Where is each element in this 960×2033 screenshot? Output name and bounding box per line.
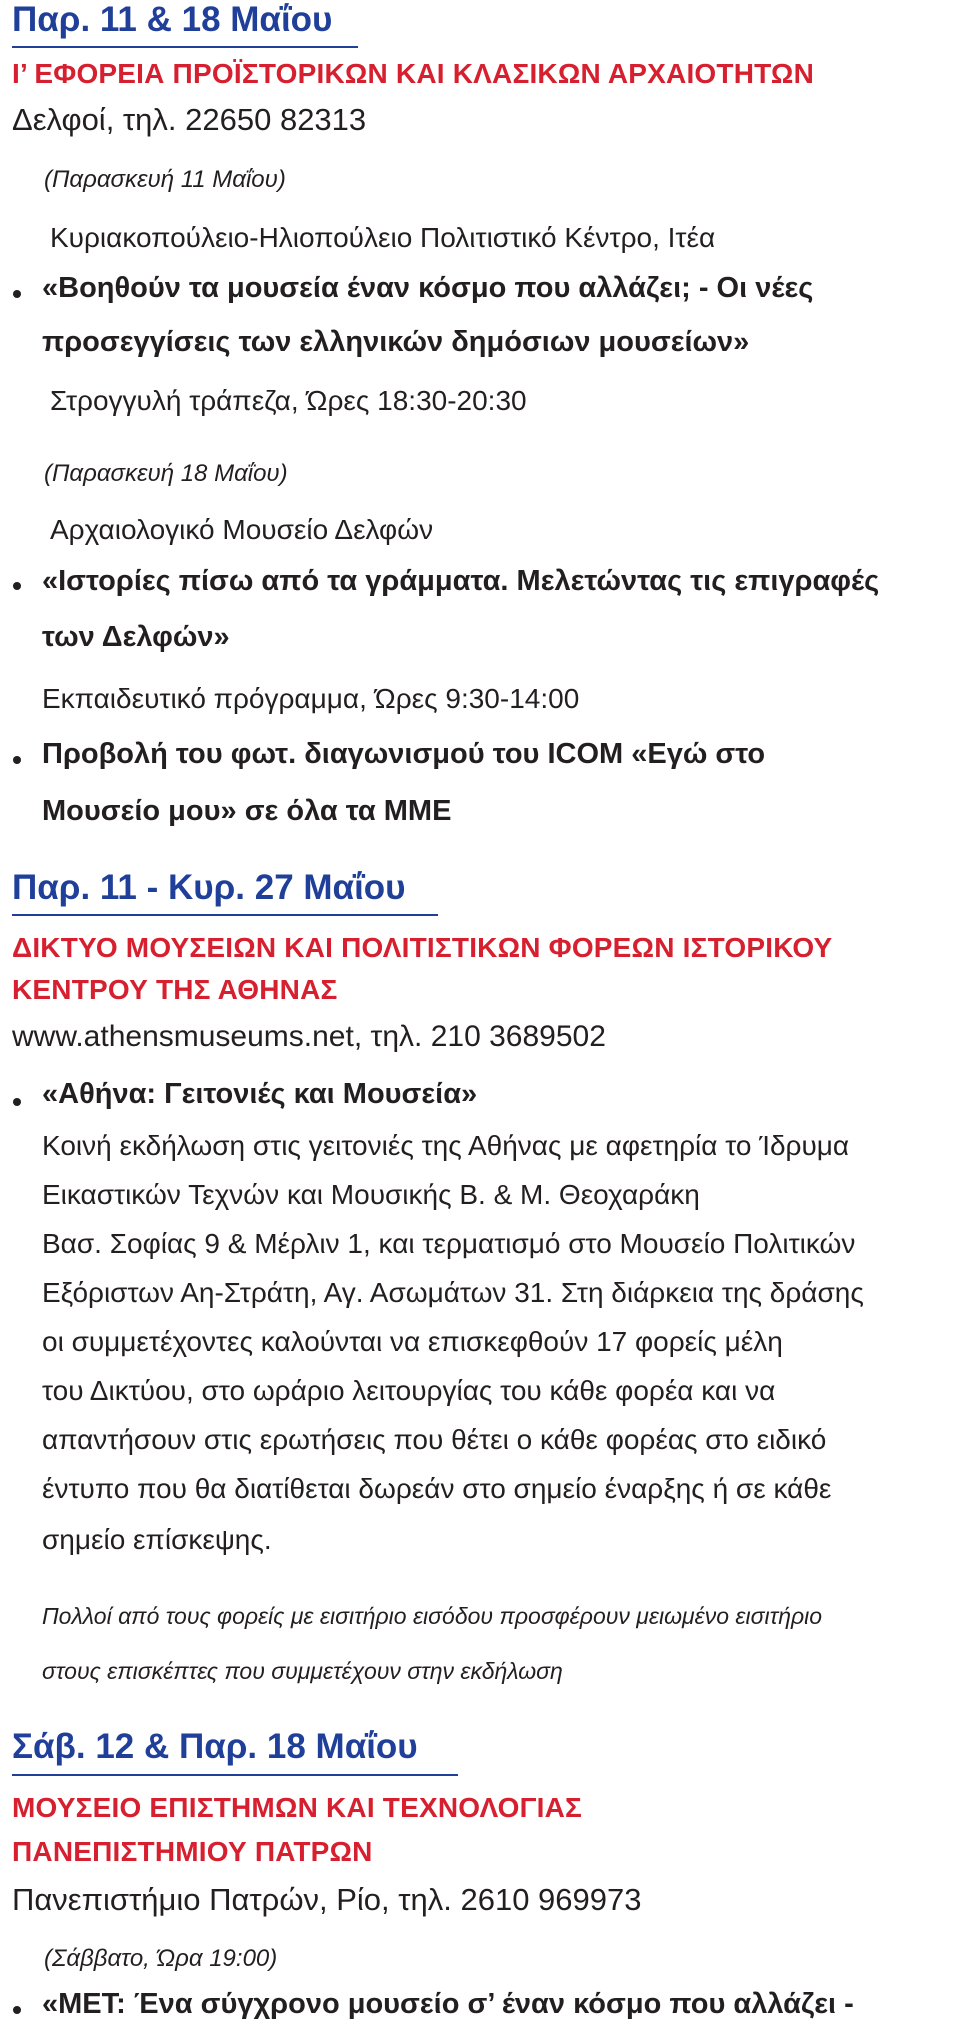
section2-body-line: Εικαστικών Τεχνών και Μουσικής Β. & Μ. Θεοχαράκη: [42, 1179, 700, 1210]
section2-organization-line1: ΔΙΚΤΥΟ ΜΟΥΣΕΙΩΝ ΚΑΙ ΠΟΛΙΤΙΣΤΙΚΩΝ ΦΟΡΕΩΝ ΙΣΤΟΡΙΚΟΥ: [12, 932, 833, 963]
section1-day1: (Παρασκευή 11 Μαΐου): [44, 166, 286, 193]
bullet-icon: [13, 582, 21, 590]
section3-item1-title-line1: «ΜΕΤ: Ένα σύγχρονο μουσείο σ’ έναν κόσμο που αλλάζει -: [42, 1988, 854, 2020]
section2-note-line1: Πολλοί από τους φορείς με εισιτήριο εισόδου προσφέρουν μειωμένο εισιτήριο: [42, 1603, 823, 1629]
section1-item1-title-line1: «Βοηθούν τα μουσεία έναν κόσμο που αλλάζει; - Οι νέες: [42, 272, 814, 304]
section2-body-line: έντυπο που θα διατίθεται δωρεάν στο σημείο έναρξης ή σε κάθε: [42, 1473, 832, 1504]
section1-date-rule: [12, 46, 358, 48]
section2-date-rule: [12, 914, 438, 916]
section1-item3-line2: Μουσείο μου» σε όλα τα ΜΜΕ: [42, 795, 452, 827]
section1-item2-detail: Εκπαιδευτικό πρόγραμμα, Ώρες 9:30-14:00: [42, 683, 580, 714]
bullet-icon: [13, 2006, 21, 2014]
section2-body-line: σημείο επίσκεψης.: [42, 1524, 272, 1555]
section3-date-rule: [12, 1774, 458, 1776]
section1-item2-title-line2: των Δελφών»: [42, 621, 230, 653]
section3-contact: Πανεπιστήμιο Πατρών, Ρίο, τηλ. 2610 969973: [12, 1882, 642, 1917]
section3-day1: (Σάββατο, Ώρα 19:00): [44, 1945, 278, 1972]
bullet-icon: [13, 290, 21, 298]
section2-body-line: απαντήσουν στις ερωτήσεις που θέτει ο κάθε φορέας στο ειδικό: [42, 1424, 827, 1455]
section2-body-line: Βασ. Σοφίας 9 & Μέρλιν 1, και τερματισμό στο Μουσείο Πολιτικών: [42, 1228, 856, 1259]
section1-day2: (Παρασκευή 18 Μαΐου): [44, 460, 288, 487]
section1-item1-detail: Στρογγυλή τράπεζα, Ώρες 18:30-20:30: [50, 385, 527, 416]
section1-date: Παρ. 11 & 18 Μαΐου: [12, 0, 333, 39]
section3-organization-line2: ΠΑΝΕΠΙΣΤΗΜΙΟΥ ΠΑΤΡΩΝ: [12, 1836, 373, 1867]
section2-body-line: οι συμμετέχοντες καλούνται να επισκεφθούν 17 φορείς μέλη: [42, 1326, 783, 1357]
section1-item2-title-line1: «Ιστορίες πίσω από τα γράμματα. Μελετώντας τις επιγραφές: [42, 565, 880, 597]
bullet-icon: [13, 756, 21, 764]
section2-date: Παρ. 11 - Κυρ. 27 Μαΐου: [12, 868, 406, 907]
section2-organization-line2: ΚΕΝΤΡΟΥ ΤΗΣ ΑΘΗΝΑΣ: [12, 974, 338, 1005]
section2-item-title: «Αθήνα: Γειτονιές και Μουσεία»: [42, 1078, 478, 1110]
section1-contact: Δελφοί, τηλ. 22650 82313: [12, 102, 367, 137]
section2-body-line: του Δικτύου, στο ωράριο λειτουργίας του κάθε φορέα και να: [42, 1375, 776, 1406]
section2-note-line2: στους επισκέπτες που συμμετέχουν στην εκδήλωση: [42, 1658, 563, 1684]
section2-body-line: Κοινή εκδήλωση στις γειτονιές της Αθήνας με αφετηρία το Ίδρυμα: [42, 1130, 850, 1161]
section1-item1-title-line2: προσεγγίσεις των ελληνικών δημόσιων μουσείων»: [42, 326, 750, 358]
section1-venue1: Κυριακοπούλειο-Ηλιοπούλειο Πολιτιστικό Κέντρο, Ιτέα: [50, 222, 716, 253]
section3-date: Σάβ. 12 & Παρ. 18 Μαΐου: [12, 1727, 418, 1766]
section2-body-line: Εξόριστων Αη-Στράτη, Αγ. Ασωμάτων 31. Στη διάρκεια της δράσης: [42, 1277, 864, 1308]
section1-item3-line1: Προβολή του φωτ. διαγωνισμού του ICOM «Εγώ στο: [42, 738, 766, 770]
bullet-icon: [13, 1098, 21, 1106]
section3-organization-line1: ΜΟΥΣΕΙΟ ΕΠΙΣΤΗΜΩΝ ΚΑΙ ΤΕΧΝΟΛΟΓΙΑΣ: [12, 1792, 583, 1823]
section1-organization: Ι’ ΕΦΟΡΕΙΑ ΠΡΟΪΣΤΟΡΙΚΩΝ ΚΑΙ ΚΛΑΣΙΚΩΝ ΑΡΧΑΙΟΤΗΤΩΝ: [12, 58, 814, 89]
section1-venue2: Αρχαιολογικό Μουσείο Δελφών: [50, 514, 434, 545]
section2-contact: www.athensmuseums.net, τηλ. 210 3689502: [12, 1020, 606, 1053]
